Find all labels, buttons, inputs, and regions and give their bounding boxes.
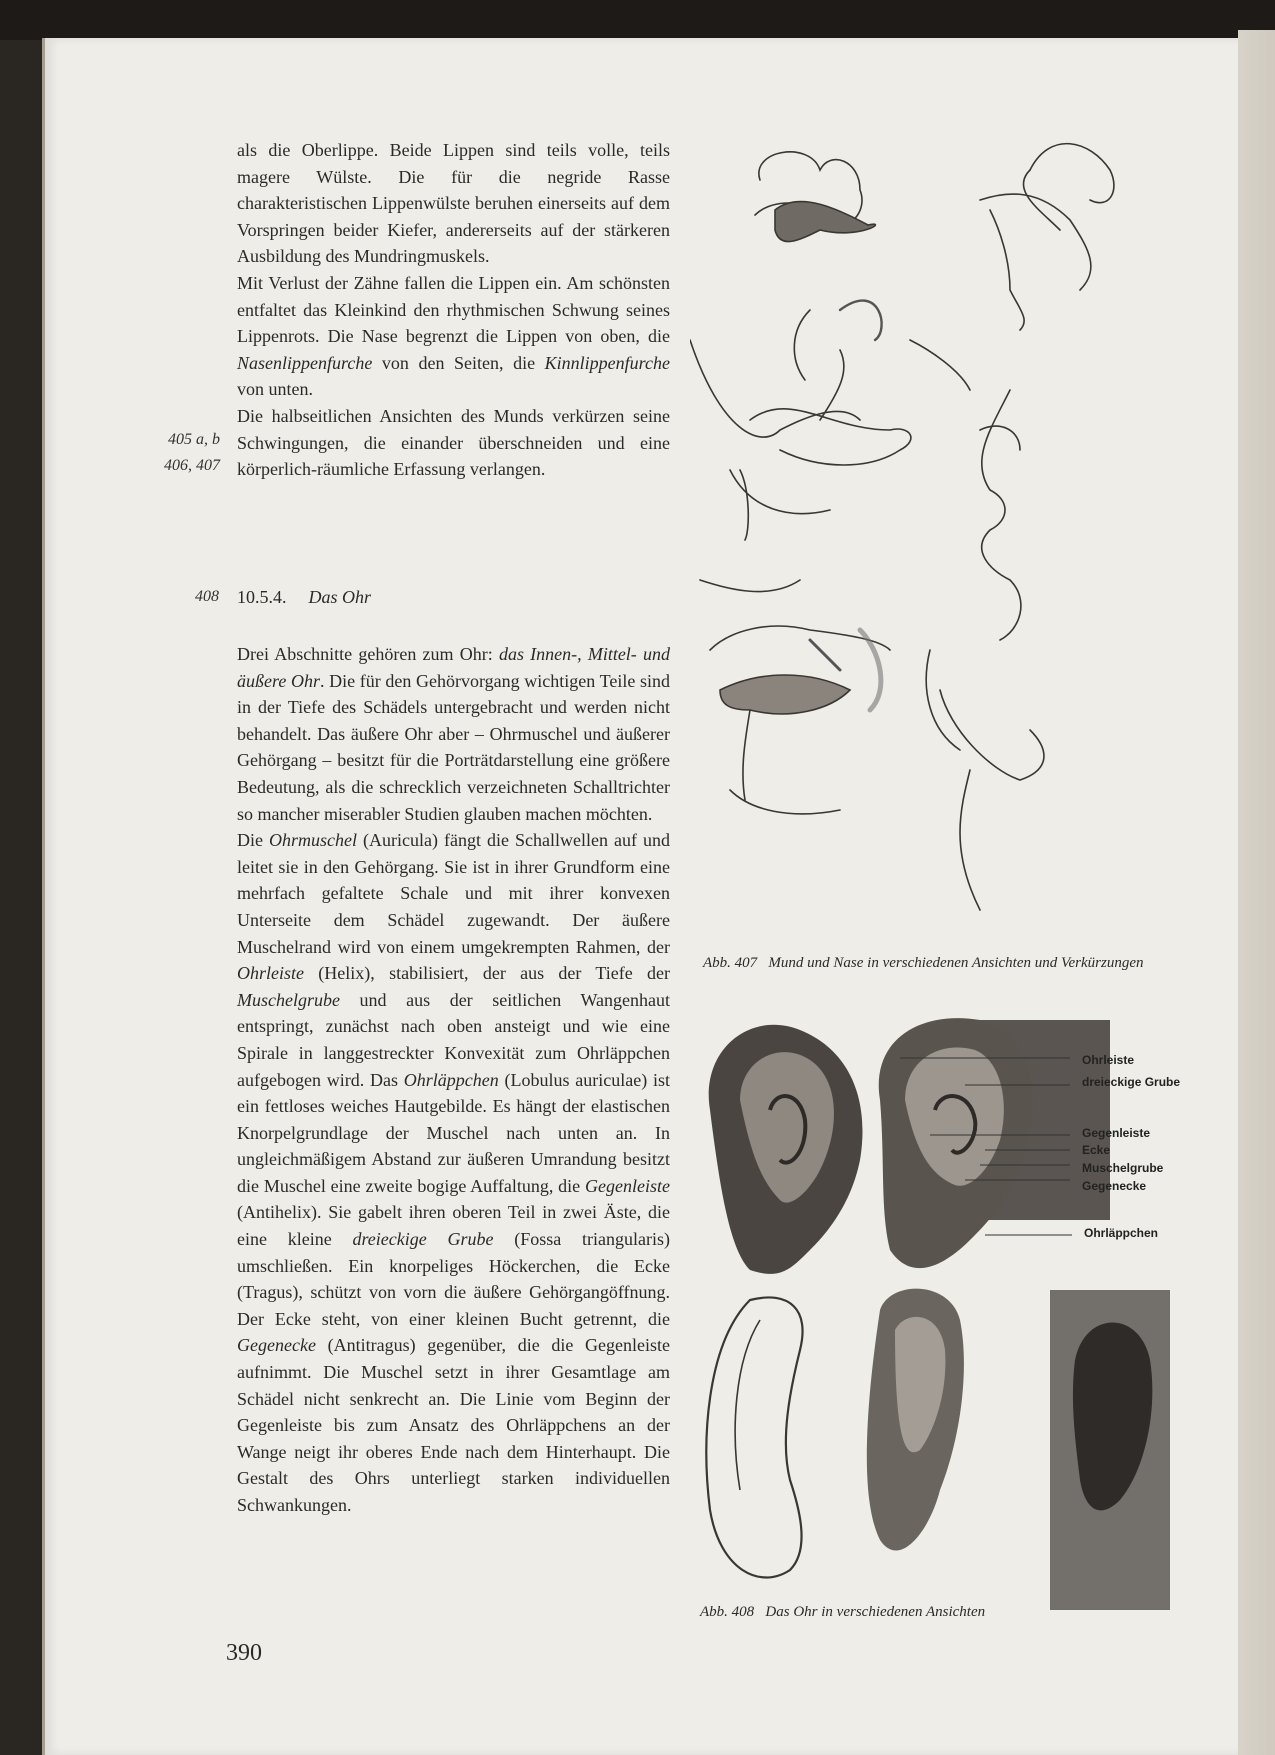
paragraph-halfside: Die halbseitlichen Ansichten des Munds verkürzen seine Schwingungen, die einander überschneiden und eine körperlich-räumliche Erfassung verlangen. (237, 405, 670, 480)
label-ohrlaeppchen: Ohrläppchen (1084, 1226, 1159, 1240)
paragraph-lips: als die Oberlippe. Beide Lippen sind teils volle, teils magere Wülste. Die für die negride Rasse charakteristischen Lippenwülste beruhen einerseits auf dem Vorspringen beider Kiefer, andererseits auf der stärkeren Ausbildung des Mundringmuskels. (237, 140, 670, 267)
ear-drawing-4 (867, 1289, 964, 1551)
label-gegenleiste: Gegenleiste (1082, 1126, 1151, 1140)
ear-drawing-1 (709, 1025, 863, 1274)
page-number: 390 (226, 1640, 262, 1666)
paragraph-ear-parts: Drei Abschnitte gehören zum Ohr: das Innen-, Mittel- und äußere Ohr. Die für den Gehörvorgang wichtigen Teile sind in der Tiefe des Schädels untergebracht und werden nicht behandelt. Das äußere Ohr aber – Ohrmuschel und äußerer Gehörgang – besitzt für die Porträtdarstellung eine größere Bedeutung, als die schrecklich verzeichneten Schalltrichter so mancher miserabler Studien glauben machen möchten. (237, 644, 670, 824)
ear-drawing-5 (1050, 1290, 1170, 1610)
label-dreieckige-grube: dreieckige Grube (1082, 1075, 1181, 1089)
figure-408-ear-drawings (690, 1010, 1210, 1610)
label-ohrleiste: Ohrleiste (1082, 1053, 1135, 1067)
figure-408-caption-text: Das Ohr in verschiedenen Ansichten (765, 1604, 986, 1620)
figure-407-caption (703, 953, 1153, 973)
body-text-ear (237, 641, 670, 1519)
label-gegenecke: Gegenecke (1082, 1179, 1147, 1193)
figure-408-label: Abb. 408 (700, 1604, 755, 1620)
figure-408-caption (700, 1602, 1150, 1622)
margin-ref-406: 406, 407 (164, 457, 220, 474)
ear-drawing-3 (706, 1297, 802, 1577)
paragraph-teeth: Mit Verlust der Zähne fallen die Lippen ein. Am schönsten entfaltet das Kleinkind den rhythmischen Schwung seines Lippenrots. Die Nase begrenzt die Lippen von oben, die Nasenlippenfurche von den Seiten, die Kinnlippenfurche von unten. (237, 272, 670, 400)
margin-ref-405: 405 a, b (168, 431, 220, 448)
figure-407-mouth-nose-sketches (690, 130, 1170, 930)
figure-407-label: Abb. 407 (703, 955, 758, 971)
label-muschelgrube: Muschelgrube (1082, 1161, 1164, 1175)
body-text-upper (237, 137, 670, 483)
label-ecke: Ecke (1082, 1143, 1111, 1157)
section-number: 10.5.4. (237, 587, 287, 607)
margin-ref-408: 408 (195, 588, 219, 605)
ear-drawing-2 (879, 1018, 1110, 1268)
section-title: Das Ohr (308, 587, 372, 607)
scan-top-edge (0, 0, 1275, 40)
section-heading (237, 587, 371, 608)
next-page-edge (1238, 30, 1275, 1755)
paragraph-ohrmuschel: Die Ohrmuschel (Auricula) fängt die Schallwellen auf und leitet sie in den Gehörgang. Sie ist in ihrer Grundform eine mehrfach gefaltete Schale und mit ihrer konvexen Unterseite dem Schädel zugewandt. Der äußere Muschelrand wird von einem umgekrempten Rahmen, der Ohrleiste (Helix), stabilisiert, der aus der Tiefe der Muschelgrube und aus der seitlichen Wangenhaut entspringt, zunächst nach oben ansteigt und wie eine Spirale in langgestreckter Konvexität zum Ohrläppchen aufgebogen wird. Das Ohrläppchen (Lobulus auriculae) ist ein fettloses weiches Hautgebilde. Es hängt der elastischen Knorpelgrundlage der Muschel nach unten an. In ungleichmäßigem Abstand zur äußeren Umrandung besitzt die Muschel eine zweite bogige Auffaltung, die Gegenleiste (Antihelix). Sie gabelt ihren oberen Teil in zwei Äste, die eine kleine dreieckige Grube (Fossa triangularis) umschließen. Ein knorpeliges Höckerchen, die Ecke (Tragus), schützt von vorn die äußere Gehörgangöffnung. Der Ecke steht, von einer kleinen Bucht getrennt, die Gegenecke (Antitragus) gegenüber, die die Gegenleiste aufnimmt. Die Muschel setzt in ihrer Gesamtlage am Schädel nicht senkrecht an. Die Linie vom Beginn der Gegenleiste bis zum Ansatz des Ohrläppchens an der Wange neigt ihr oberes Ende nach dem Hinterhaupt. Die Gestalt des Ohrs unterliegt starken individuellen Schwankungen. (237, 830, 671, 1515)
figure-407-caption-text: Mund und Nase in verschiedenen Ansichten und Verkürzungen (768, 955, 1144, 971)
